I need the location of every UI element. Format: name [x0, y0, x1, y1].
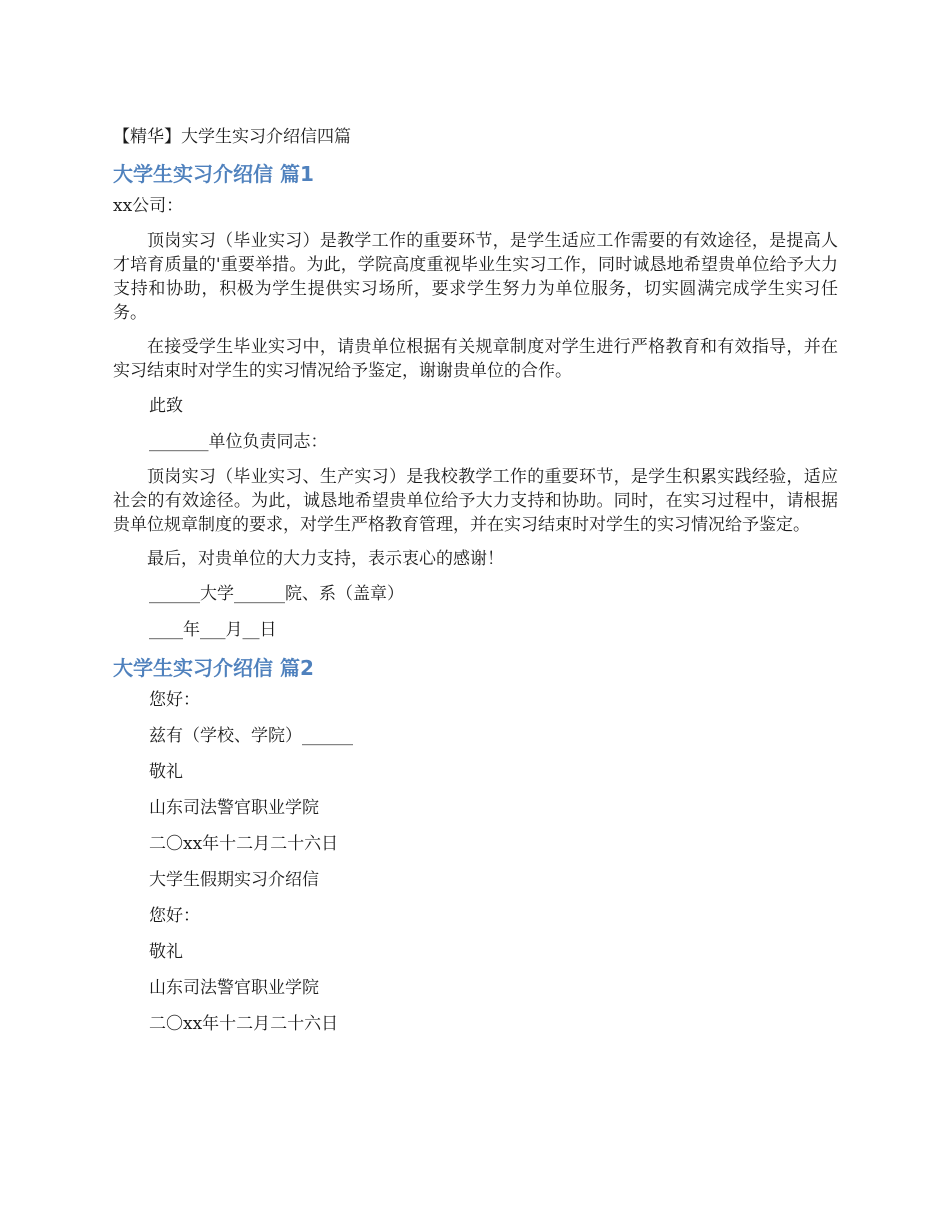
- list-item: 山东司法警官职业学院: [149, 798, 319, 818]
- document-title: 【精华】大学生实习介绍信四篇: [113, 127, 351, 147]
- signature-line: ______大学______院、系（盖章）: [149, 584, 404, 604]
- list-item: 敬礼: [149, 942, 183, 962]
- list-item: 兹有（学校、学院）______: [149, 726, 353, 746]
- section-2-heading: 大学生实习介绍信 篇2: [113, 656, 314, 680]
- section-1-heading: 大学生实习介绍信 篇1: [113, 162, 314, 186]
- list-item: 您好：: [149, 906, 200, 926]
- list-item: 您好：: [149, 690, 200, 710]
- section-1: [113, 159, 838, 643]
- date-line: ____年___月__日: [149, 620, 277, 640]
- list-item: 二〇xx年十二月二十六日: [149, 1014, 339, 1034]
- salutation: xx公司：: [113, 196, 184, 216]
- document-page: [113, 124, 838, 1047]
- recipient-line: _______单位负责同志：: [149, 432, 328, 452]
- list-item: 敬礼: [149, 762, 183, 782]
- closing-line: 此致: [149, 396, 183, 416]
- paragraph-2: 在接受学生毕业实习中，请贵单位根据有关规章制度对学生进行严格教育和有效指导，并在实习结束时对学生的实习情况给予鉴定，谢谢贵单位的合作。: [113, 337, 838, 381]
- paragraph-4: 最后，对贵单位的大力支持，表示衷心的感谢！: [147, 549, 504, 569]
- list-item: 二〇xx年十二月二十六日: [149, 834, 339, 854]
- paragraph-1: 顶岗实习（毕业实习）是教学工作的重要环节，是学生适应工作需要的有效途径，是提高人才培育质量的'重要举措。为此，学院高度重视毕业生实习工作，同时诚恳地希望贵单位给予大力支持和协助，积极为学生提供实习场所，要求学生努力为单位服务，切实圆满完成学生实习任务。: [113, 231, 838, 323]
- list-item: 山东司法警官职业学院: [149, 978, 319, 998]
- section-2: [113, 653, 838, 1037]
- paragraph-3: 顶岗实习（毕业实习、生产实习）是我校教学工作的重要环节，是学生积累实践经验，适应社会的有效途径。为此，诚恳地希望贵单位给予大力支持和协助。同时，在实习过程中，请根据贵单位规章制度的要求，对学生严格教育管理，并在实习结束时对学生的实习情况给予鉴定。: [113, 467, 838, 535]
- list-item: 大学生假期实习介绍信: [149, 870, 319, 890]
